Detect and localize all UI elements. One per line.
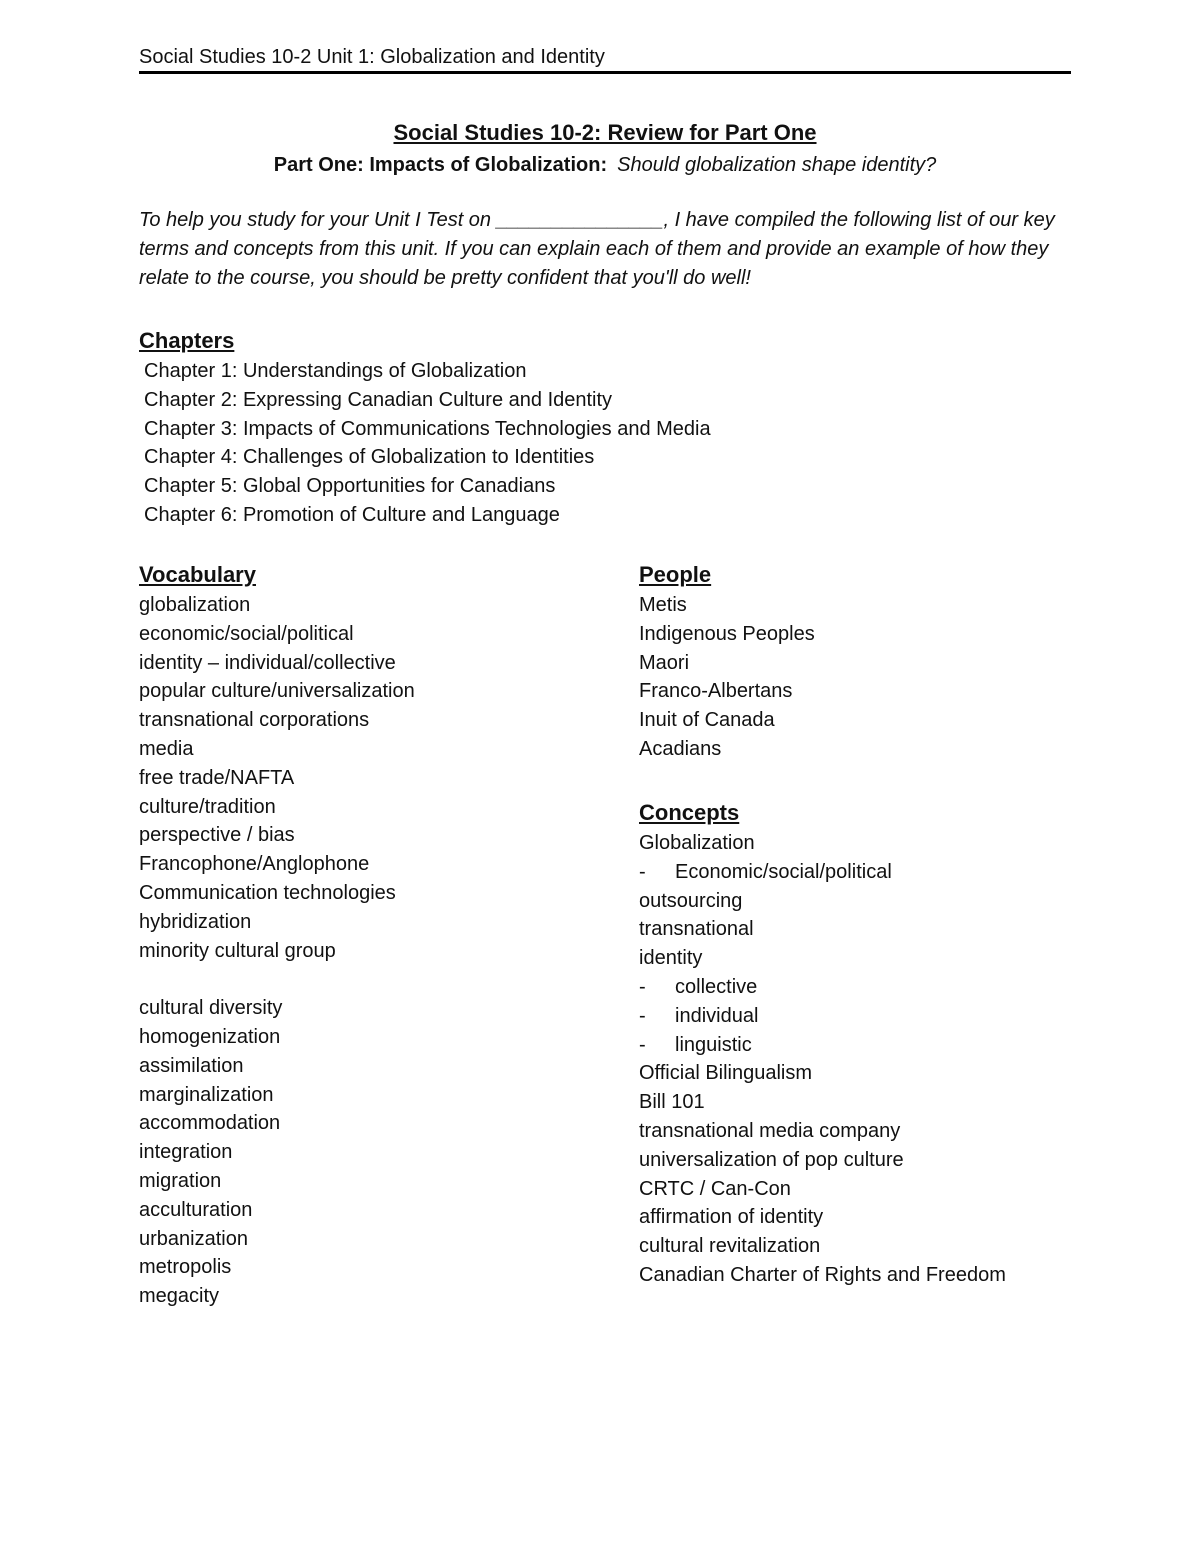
header-text: Social Studies 10-2 Unit 1: Globalization and Identity bbox=[139, 46, 605, 68]
dash-marker: - bbox=[639, 1033, 646, 1056]
chapters-list bbox=[144, 357, 711, 530]
vocab-item: minority cultural group bbox=[139, 939, 336, 962]
chapter-item: Chapter 5: Global Opportunities for Canadians bbox=[144, 475, 556, 498]
concept-subitem bbox=[639, 973, 1006, 1002]
vocab-item: Francophone/Anglophone bbox=[139, 853, 370, 876]
concept-subitem bbox=[639, 1002, 1006, 1031]
vocabulary-heading: Vocabulary bbox=[139, 562, 256, 587]
vocab-item: transnational corporations bbox=[139, 709, 370, 732]
vocab-item: culture/tradition bbox=[139, 795, 276, 818]
vocab-item: migration bbox=[139, 1169, 222, 1192]
concepts-heading: Concepts bbox=[639, 800, 740, 825]
concept-item: outsourcing bbox=[639, 889, 743, 912]
people-item: Inuit of Canada bbox=[639, 709, 775, 732]
concept-item: affirmation of identity bbox=[639, 1206, 824, 1229]
vocab-item: assimilation bbox=[139, 1054, 244, 1077]
vocab-spacer bbox=[139, 965, 415, 994]
vocab-item: urbanization bbox=[139, 1227, 248, 1250]
chapters-heading: Chapters bbox=[139, 328, 235, 353]
concept-item: cultural revitalization bbox=[639, 1235, 821, 1258]
concepts-list bbox=[639, 829, 1006, 1290]
vocab-item: perspective / bias bbox=[139, 824, 295, 847]
dash-marker: - bbox=[639, 860, 646, 883]
vocab-item: free trade/NAFTA bbox=[139, 766, 295, 789]
concept-item: Globalization bbox=[639, 832, 755, 854]
subtitle-question: Should globalization shape identity? bbox=[617, 154, 937, 176]
chapter-item: Chapter 2: Expressing Canadian Culture and Identity bbox=[144, 388, 613, 411]
vocab-item: marginalization bbox=[139, 1083, 274, 1106]
chapter-item: Chapter 1: Understandings of Globalization bbox=[144, 360, 527, 382]
vocab-item: accommodation bbox=[139, 1112, 281, 1135]
vocab-item: popular culture/universalization bbox=[139, 680, 415, 703]
concept-item: Canadian Charter of Rights and Freedom bbox=[639, 1263, 1006, 1286]
chapter-item: Chapter 3: Impacts of Communications Technologies and Media bbox=[144, 417, 711, 440]
vocab-item: identity – individual/collective bbox=[139, 651, 396, 674]
people-item: Maori bbox=[639, 651, 690, 674]
vocab-item: hybridization bbox=[139, 910, 252, 933]
vocab-item: Communication technologies bbox=[139, 881, 396, 904]
people-item: Franco-Albertans bbox=[639, 680, 793, 703]
vocab-item: homogenization bbox=[139, 1025, 281, 1048]
concept-item: transnational bbox=[639, 918, 754, 941]
page-header bbox=[139, 44, 1071, 74]
concept-subitem bbox=[639, 858, 1006, 887]
chapter-item: Chapter 4: Challenges of Globalization to Identities bbox=[144, 446, 595, 469]
people-item: Acadians bbox=[639, 737, 722, 760]
people-list bbox=[639, 591, 815, 764]
vocab-item: acculturation bbox=[139, 1198, 253, 1221]
dash-marker: - bbox=[639, 975, 646, 998]
concept-item: Bill 101 bbox=[639, 1091, 705, 1114]
concept-item: transnational media company bbox=[639, 1119, 901, 1142]
dash-marker: - bbox=[639, 1004, 646, 1027]
people-heading: People bbox=[639, 562, 712, 587]
vocab-item: megacity bbox=[139, 1285, 220, 1308]
concept-subitem-label: individual bbox=[675, 1004, 759, 1027]
concept-item: CRTC / Can-Con bbox=[639, 1177, 791, 1200]
people-item: Indigenous Peoples bbox=[639, 622, 815, 645]
concept-subitem-label: linguistic bbox=[675, 1033, 752, 1056]
vocab-item: cultural diversity bbox=[139, 997, 283, 1020]
vocab-item: globalization bbox=[139, 594, 251, 616]
concept-item: identity bbox=[639, 947, 703, 970]
vocab-item: media bbox=[139, 737, 194, 760]
concept-subitem-label: collective bbox=[675, 975, 758, 998]
vocab-item: integration bbox=[139, 1141, 233, 1164]
document-title: Social Studies 10-2: Review for Part One bbox=[393, 120, 817, 145]
concept-subitem bbox=[639, 1031, 1006, 1060]
concept-subitem-label: Economic/social/political bbox=[675, 860, 892, 883]
vocab-item: economic/social/political bbox=[139, 622, 354, 645]
intro-paragraph: To help you study for your Unit I Test on _______________, I have compiled the following list of our key terms and concepts from this unit. If you can explain each of them and provide an example of how they relate to the course, you should be pretty confident that you'll do well! bbox=[139, 209, 1055, 289]
vocab-item: metropolis bbox=[139, 1256, 232, 1279]
vocabulary-list bbox=[139, 591, 415, 1311]
subtitle-part: Part One: Impacts of Globalization: bbox=[273, 154, 608, 176]
chapter-item: Chapter 6: Promotion of Culture and Language bbox=[144, 503, 560, 526]
concept-item: universalization of pop culture bbox=[639, 1148, 904, 1171]
document-subtitle bbox=[0, 152, 1200, 178]
people-item: Metis bbox=[639, 594, 687, 616]
concept-item: Official Bilingualism bbox=[639, 1062, 813, 1085]
